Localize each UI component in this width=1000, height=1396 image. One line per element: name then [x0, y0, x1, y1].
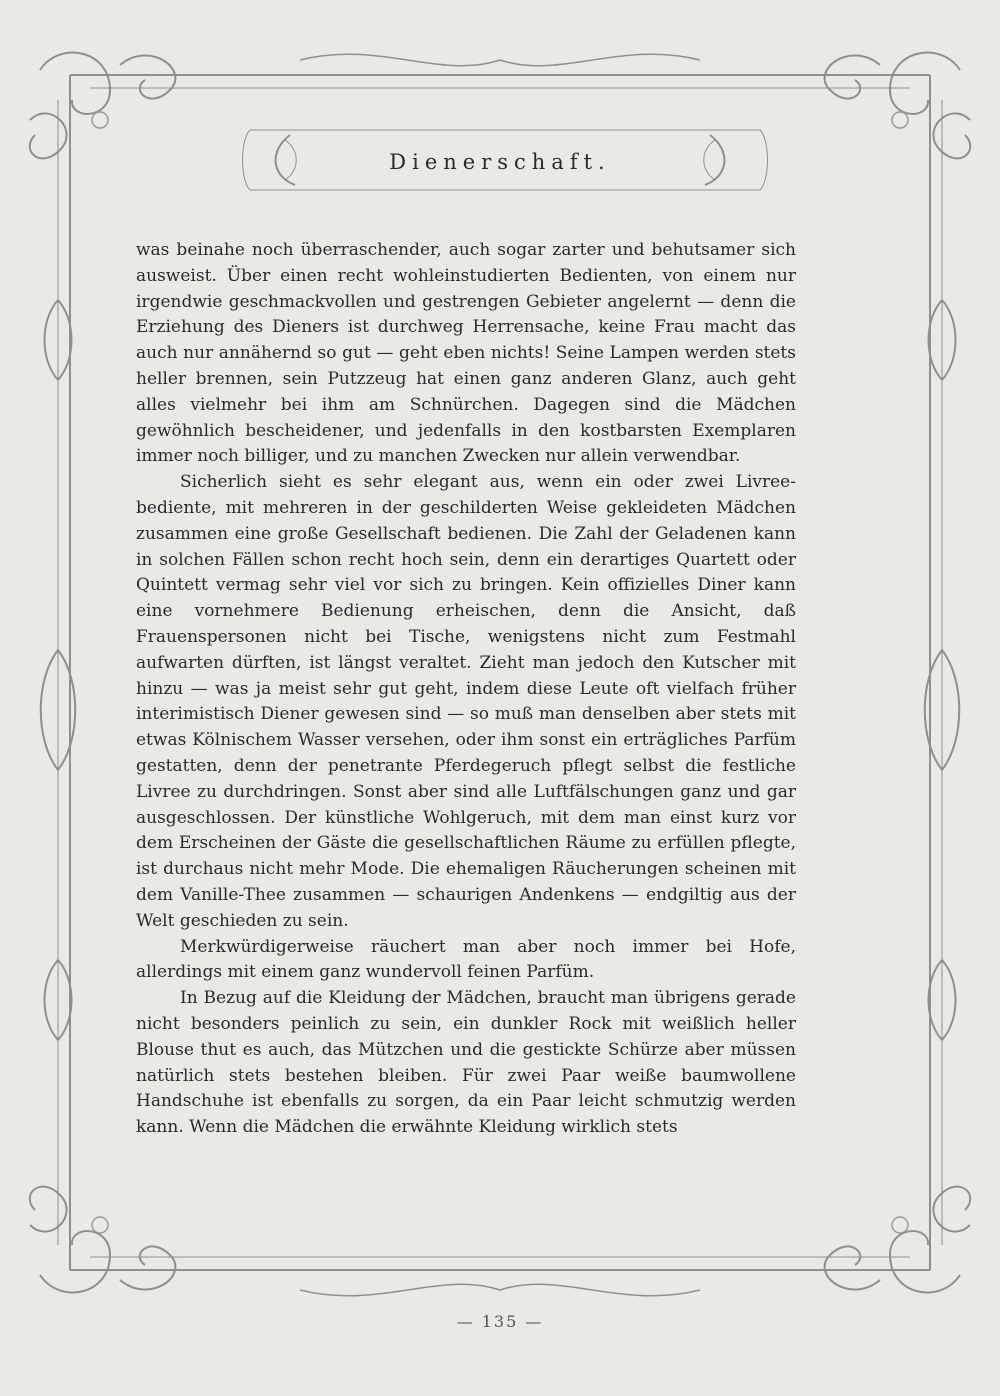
paragraph: was beinahe noch überraschender, auch sogar zarter und behutsamer sich ausweist. Über einen recht wohleinstudierten Bedienten, von einem nur irgendwie geschmackvollen und gestrengen Gebieter angelernt — denn die Erziehung des Dieners ist durchweg Herrensache, keine Frau macht das auch nur annähernd so gut — geht eben nichts! Seine Lampen werden stets heller brennen, sein Putzzeug hat einen ganz anderen Glanz, auch geht alles vielmehr bei ihm am Schnürchen. Dagegen sind die Mädchen gewöhnlich bescheidener, und jedenfalls in den kostbarsten Exemplaren immer noch billiger, und zu manchen Zwecken nur allein verwendbar. [136, 240, 796, 467]
paragraph: Sicherlich sieht es sehr elegant aus, wenn ein oder zwei Livree-bediente, mit mehreren in der geschilderten Weise gekleideten Mädchen zusammen eine große Gesellschaft bedienen. Die Zahl der Geladenen kann in solchen Fällen schon recht hoch sein, denn ein derartiges Quartett oder Quintett vermag sehr viel vor sich zu bringen. Kein offizielles Diner kann eine vornehmere Bedienung erheischen, denn die Ansicht, daß Frauenspersonen nicht bei Tische, wenigstens nicht zum Festmahl aufwarten dürften, ist längst veraltet. Zieht man jedoch den Kutscher mit hinzu — was ja meist sehr gut geht, indem diese Leute oft vielfach früher interimistisch Diener gewesen sind — so muß man denselben aber stets mit etwas Kölnischem Wasser versehen, oder ihm sonst ein erträgliches Parfüm gestatten, denn der penetrante Pferdegeruch pflegt selbst die festliche Livree zu durchdringen. Sonst aber sind alle Luftfälschungen ganz und gar ausgeschlossen. Der künstliche Wohlgeruch, mit dem man einst kurz vor dem Erscheinen der Gäste die gesellschaftlichen Räume zu erfüllen pflegte, ist durchaus nicht mehr Mode. Die ehemaligen Räucherungen scheinen mit dem Vanille-Thee zusammen — schaurigen Andenkens — endgiltig aus der Welt geschieden zu sein. [136, 472, 796, 931]
running-header: Dienerschaft. [389, 150, 611, 174]
page-number: — 135 — [456, 1312, 544, 1331]
paragraph: Merkwürdigerweise räuchert man aber noch immer bei Hofe, allerdings mit einem ganz wundervoll feinen Parfüm. [136, 936, 796, 983]
body-text [136, 238, 796, 1141]
paragraph: In Bezug auf die Kleidung der Mädchen, braucht man übrigens gerade nicht besonders peinlich zu sein, ein dunkler Rock mit weißlich heller Blouse thut es auch, das Mützchen und die gestickte Schürze aber müssen natürlich stets bestehen bleiben. Für zwei Paar weiße baumwollene Handschuhe ist ebenfalls zu sorgen, da ein Paar leicht schmutzig werden kann. Wenn die Mädchen die erwähnte Kleidung wirklich stets [136, 988, 796, 1138]
